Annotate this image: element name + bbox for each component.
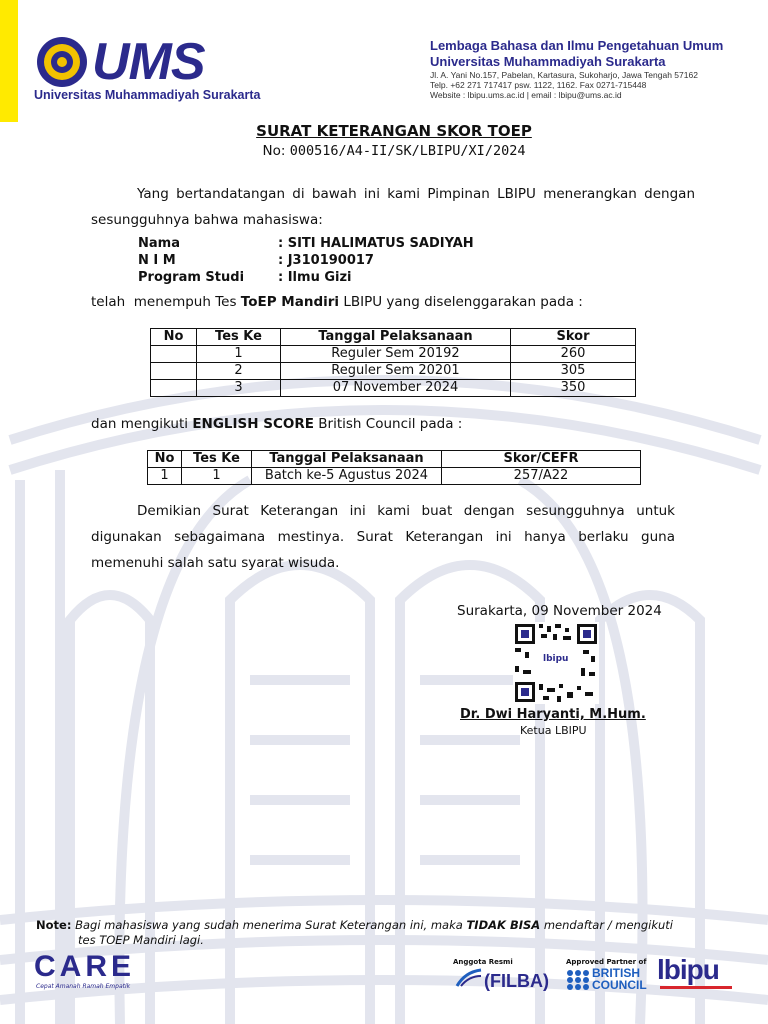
- table-cell: 257/A22: [442, 468, 641, 485]
- table-cell: [151, 380, 197, 397]
- english-sentence-pre: dan mengikuti: [91, 416, 193, 432]
- table-row: [151, 346, 636, 363]
- ums-seal-logo: [36, 36, 88, 88]
- table-cell: [151, 363, 197, 380]
- closing-paragraph: Demikian Surat Keterangan ini kami buat dengan sesungguhnya untuk digunakan sebagaimana mestinya. Surat Keterangan ini hanya berlaku guna memenuhi salah satu syarat wisuda.: [91, 503, 675, 571]
- bc-line1: BRITISH: [592, 966, 640, 980]
- table-header-cell: Skor/CEFR: [442, 451, 641, 468]
- table-row: [148, 468, 641, 485]
- field-label-program: Program Studi: [138, 270, 245, 285]
- toep-score-table: [150, 328, 636, 397]
- toep-sentence-post: LBIPU yang diselenggarakan pada :: [339, 294, 583, 310]
- table-header-cell: No: [148, 451, 182, 468]
- table-row: [151, 363, 636, 380]
- british-council-dots-icon: [566, 969, 590, 991]
- care-tagline: Cepat Amanah Ramah Empatik: [36, 983, 131, 990]
- institution-phone: Telp. +62 271 717417 psw. 1122, 1162. Fax 0271-715448: [430, 80, 647, 90]
- document-number-value: 000516/A4-II/SK/LBIPU/XI/2024: [289, 143, 526, 159]
- institution-address: Jl. A. Yani No.157, Pabelan, Kartasura, Sukoharjo, Jawa Tengah 57162: [430, 70, 698, 80]
- table-cell: 1: [148, 468, 182, 485]
- note-label: Note:: [36, 918, 72, 932]
- field-value-name: : SITI HALIMATUS SADIYAH: [278, 236, 474, 251]
- table-header-cell: Tes Ke: [197, 329, 281, 346]
- document-number-label: No:: [262, 143, 286, 159]
- intro-paragraph: Yang bertandatangan di bawah ini kami Pimpinan LBIPU menerangkan dengan sesungguhnya bahwa mahasiswa:: [91, 186, 695, 228]
- table-header-cell: Tes Ke: [182, 451, 252, 468]
- signer-name: Dr. Dwi Haryanti, M.Hum.: [460, 707, 646, 722]
- table-cell: 07 November 2024: [281, 380, 511, 397]
- table-cell: Reguler Sem 20201: [281, 363, 511, 380]
- yellow-accent-strip: [0, 0, 18, 122]
- english-sentence: [91, 416, 462, 432]
- lbipu-underline: [660, 986, 732, 989]
- table-header-cell: Skor: [511, 329, 636, 346]
- table-header-row: [151, 329, 636, 346]
- table-header-cell: Tanggal Pelaksanaan: [281, 329, 511, 346]
- filba-swoosh-icon: [455, 968, 483, 988]
- institution-name: Lembaga Bahasa dan Ilmu Pengetahuan Umum: [430, 38, 724, 53]
- table-header-row: [148, 451, 641, 468]
- table-cell: 1: [197, 346, 281, 363]
- table-header-cell: No: [151, 329, 197, 346]
- english-score-table: [147, 450, 641, 485]
- field-label-name: Nama: [138, 236, 180, 251]
- field-value-nim: : J310190017: [278, 253, 374, 268]
- note-text-pre: Bagi mahasiswa yang sudah menerima Surat Keterangan ini, maka: [71, 918, 467, 932]
- institution-web: Website : lbipu.ums.ac.id | email : lbipu@ums.ac.id: [430, 90, 622, 100]
- toep-sentence-bold: ToEP Mandiri: [240, 294, 340, 310]
- bc-line2: COUNCIL: [592, 978, 647, 992]
- table-cell: Reguler Sem 20192: [281, 346, 511, 363]
- english-sentence-post: British Council pada :: [314, 416, 463, 432]
- bc-logo: [592, 967, 647, 991]
- table-cell: 3: [197, 380, 281, 397]
- institution-university: Universitas Muhammadiyah Surakarta: [430, 54, 666, 69]
- note-text-line2: tes TOEP Mandiri lagi.: [78, 933, 204, 947]
- toep-sentence: [91, 294, 583, 310]
- document-number: [0, 143, 768, 159]
- table-cell: 1: [182, 468, 252, 485]
- field-value-program: : Ilmu Gizi: [278, 270, 352, 285]
- document-title: SURAT KETERANGAN SKOR TOEP: [256, 122, 532, 140]
- english-sentence-bold: ENGLISH SCORE: [192, 416, 314, 432]
- field-label-nim: N I M: [138, 253, 176, 268]
- lbipu-logo: lbipu: [657, 954, 719, 985]
- bc-label: Approved Partner of: [566, 958, 647, 966]
- signer-role: Ketua LBIPU: [520, 724, 587, 737]
- note-text-bold: TIDAK BISA: [466, 918, 541, 932]
- qr-center-label: lbipu: [543, 654, 569, 664]
- care-logo: CARE: [34, 950, 136, 983]
- table-cell: 350: [511, 380, 636, 397]
- filba-label: Anggota Resmi: [453, 958, 513, 966]
- table-header-cell: Tanggal Pelaksanaan: [252, 451, 442, 468]
- filba-logo: (FILBA): [484, 971, 549, 991]
- place-date: Surakarta, 09 November 2024: [457, 603, 662, 619]
- table-cell: [151, 346, 197, 363]
- table-cell: Batch ke-5 Agustus 2024: [252, 468, 442, 485]
- table-cell: 260: [511, 346, 636, 363]
- note-text-post: mendaftar / mengikuti: [540, 918, 673, 932]
- university-name: Universitas Muhammadiyah Surakarta: [34, 88, 261, 102]
- ums-logo-text: UMS: [92, 33, 205, 91]
- table-cell: 305: [511, 363, 636, 380]
- note: [36, 918, 673, 948]
- table-row: [151, 380, 636, 397]
- table-cell: 2: [197, 363, 281, 380]
- toep-sentence-pre: telah menempuh Tes: [91, 294, 241, 310]
